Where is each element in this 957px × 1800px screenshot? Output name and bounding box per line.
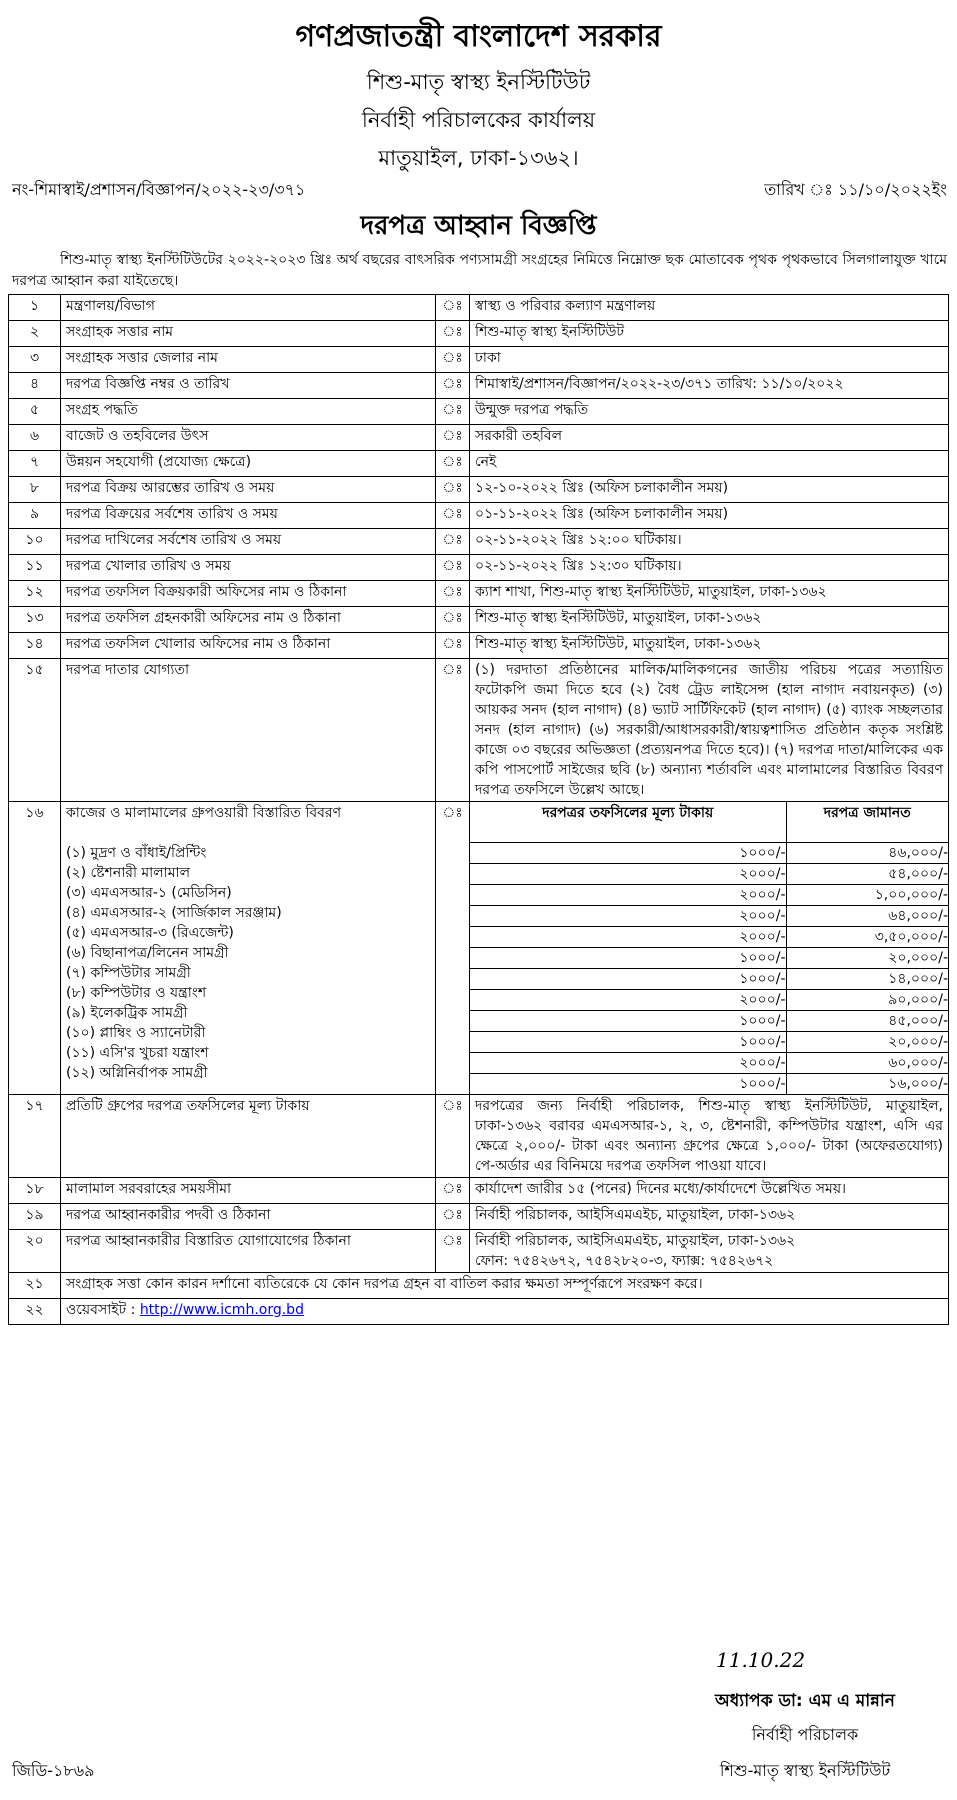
group-name: (৬) বিছানাপত্র/লিনেন সামগ্রী: [66, 945, 229, 961]
signatory-name: অধ্যাপক ডা: এম এ মান্নান: [715, 1691, 895, 1711]
signatory-title: নির্বাহী পরিচালক: [751, 1725, 859, 1744]
group-price: ২০০০/-: [470, 926, 786, 947]
group-deposit: ২০,০০০/-: [786, 1031, 948, 1052]
group-deposit: ৬৪,০০০/-: [786, 905, 948, 926]
row-value: ০২-১১-২০২২ খ্রিঃ ১২:০০ ঘটিকায়।: [470, 529, 949, 555]
table-row: [9, 659, 949, 802]
row-value: ঢাকা: [470, 347, 949, 373]
row-colon: ঃ: [436, 633, 470, 659]
row-value: স্বাস্থ্য ও পরিবার কল্যাণ মন্ত্রণালয়: [470, 295, 949, 321]
row-colon: ঃ: [436, 425, 470, 451]
group-name: (৮) কম্পিউটার ও যন্ত্রাংশ: [66, 985, 207, 1001]
group-name: (১) মুদ্রণ ও বাঁধাই/প্রিন্টিং: [66, 845, 207, 861]
table-row: [9, 321, 949, 347]
group-price: ২০০০/-: [470, 1052, 786, 1073]
institute-name: শিশু-মাতৃ স্বাস্থ্য ইনস্টিটিউট: [366, 70, 591, 94]
table-row: [9, 581, 949, 607]
group-name: (১১) এসি'র খুচরা যন্ত্রাংশ: [66, 1045, 209, 1061]
table-row: [9, 1177, 949, 1203]
institute-address: মাতুয়াইল, ঢাকা-১৩৬২।: [378, 146, 579, 170]
row-label: প্রতিটি গ্রুপের দরপত্র তফসিলের মূল্য টাকায়: [61, 1094, 436, 1177]
row-value: ০২-১১-২০২২ খ্রিঃ ১২:৩০ ঘটিকায়।: [470, 555, 949, 581]
table-row: [9, 633, 949, 659]
group-deposit: ১,০০,০০০/-: [786, 884, 948, 905]
row-serial: ২: [9, 321, 61, 347]
table-row: [9, 1229, 949, 1272]
row-label: দরপত্র দাখিলের সর্বশেষ তারিখ ও সময়: [61, 529, 436, 555]
row-colon: ঃ: [436, 321, 470, 347]
reference-line: [12, 177, 947, 204]
group-deposit: ৪৬,০০০/-: [786, 842, 948, 863]
row-serial: ১২: [9, 581, 61, 607]
row-label: মন্ত্রণালয়/বিভাগ: [61, 295, 436, 321]
row-value: (১) দরদাতা প্রতিষ্ঠানের মালিক/মালিকগনের জাতীয় পরিচয় পত্রের সত্যায়িত ফটোকপি জমা দিতে হবে (২) বৈধ ট্রেড লাইসেন্স (হাল নাগাদ নবায়নকৃত) (৩) আয়কর সনদ (হাল নাগাদ) (৪) ভ্যাট সার্টিফিকেট (হাল নাগাদ) (৫) ব্যাংক সচ্ছলতার সনদ (হাল নাগাদ) (৬) সরকারী/আধাসরকারী/স্বায়ত্বশাসিত প্রতিষ্ঠান কতৃক সংশ্লিষ্ট কাজে ০৩ বছরের অভিজ্ঞতা (প্রত্যয়নপত্র দিতে হবে)। (৭) দরপত্র দাতা/মালিকের এক কপি পাসপোর্ট সাইজের ছবি (৮) অন্যান্য শর্তাবলি এবং মালামালের বিস্তারিত বিবরণ দরপত্র তফসিলে উল্লেখ আছে।: [470, 659, 949, 802]
row-colon: ঃ: [436, 503, 470, 529]
row-colon: ঃ: [436, 802, 470, 1095]
row-serial: ৮: [9, 477, 61, 503]
row-label: দরপত্র বিক্রয় আরম্ভের তারিখ ও সময়: [61, 477, 436, 503]
signatory-institute: শিশু-মাতৃ স্বাস্থ্য ইনস্টিটিউট: [719, 1761, 891, 1780]
row-colon: ঃ: [436, 1229, 470, 1272]
row-label: সংগ্রাহক সত্তার নাম: [61, 321, 436, 347]
table-row: [9, 451, 949, 477]
groups-table-cell: [470, 802, 949, 1095]
row-serial: ২০: [9, 1229, 61, 1272]
website-cell: [61, 1298, 949, 1324]
gd-number: জিডি-১৮৬৯: [12, 1761, 95, 1780]
table-row: [9, 425, 949, 451]
group-deposit: ২০,০০০/-: [786, 947, 948, 968]
group-deposit: ৬০,০০০/-: [786, 1052, 948, 1073]
row-colon: ঃ: [436, 295, 470, 321]
row-serial: ১১: [9, 555, 61, 581]
row-serial: ১৭: [9, 1094, 61, 1177]
office-name: নির্বাহী পরিচালকের কার্যালয়: [361, 108, 596, 132]
row-label: দরপত্র বিজ্ঞপ্তি নম্বর ও তারিখ: [61, 373, 436, 399]
row-label: দরপত্র আহ্বানকারীর বিস্তারিত যোগাযোগের ঠিকানা: [61, 1229, 436, 1272]
row-value: ০১-১১-২০২২ খ্রিঃ (অফিস চলাকালীন সময়): [470, 503, 949, 529]
row-label: দরপত্র খোলার তারিখ ও সময়: [61, 555, 436, 581]
row-colon: ঃ: [436, 1203, 470, 1229]
row-value: নেই: [470, 451, 949, 477]
table-row: [9, 1298, 949, 1324]
row-value: উন্মুক্ত দরপত্র পদ্ধতি: [470, 399, 949, 425]
group-price: ২০০০/-: [470, 905, 786, 926]
contact-phone: ফোন: ৭৫৪২৬৭২, ৭৫৪২৮২০-৩, ফ্যাক্স: ৭৫৪২৬৭২: [475, 1252, 774, 1269]
group-deposit: ৪৫,০০০/-: [786, 1010, 948, 1031]
group-price: ২০০০/-: [470, 884, 786, 905]
group-price: ১০০০/-: [470, 968, 786, 989]
group-price: ১০০০/-: [470, 947, 786, 968]
table-row: [9, 529, 949, 555]
group-price: ১০০০/-: [470, 1031, 786, 1052]
row-serial: ৬: [9, 425, 61, 451]
group-price: ১০০০/-: [470, 1073, 786, 1094]
row-label: দরপত্র বিক্রয়ের সর্বশেষ তারিখ ও সময়: [61, 503, 436, 529]
table-row: [9, 295, 949, 321]
row-serial: ১৫: [9, 659, 61, 802]
row-serial: ১৬: [9, 802, 61, 1095]
table-row: [9, 503, 949, 529]
row-value: শিশু-মাতৃ স্বাস্থ্য ইনস্টিটিউট, মাতুয়াইল, ঢাকা-১৩৬২: [470, 633, 949, 659]
row-label: দরপত্র তফসিল বিক্রয়কারী অফিসের নাম ও ঠিকানা: [61, 581, 436, 607]
group-deposit: ৩,৫০,০০০/-: [786, 926, 948, 947]
row-serial: ৯: [9, 503, 61, 529]
group-name: (২) ষ্টেশনারী মালামাল: [66, 865, 190, 881]
row-label: দরপত্র দাতার যোগ্যতা: [61, 659, 436, 802]
row-label: উন্নয়ন সহযোগী (প্রযোজ্য ক্ষেত্রে): [61, 451, 436, 477]
group-price: ২০০০/-: [470, 863, 786, 884]
group-name: (৯) ইলেকট্রিক সামগ্রী: [66, 1005, 188, 1021]
signature-mark: 11.10.22: [716, 1648, 806, 1672]
group-deposit: ১৪,০০০/-: [786, 968, 948, 989]
table-row: [9, 1203, 949, 1229]
reference-number: নং-শিমাস্বাই/প্রশাসন/বিজ্ঞাপন/২০২২-২৩/৩৭১: [12, 180, 306, 199]
group-name: (৪) এমএসআর-২ (সার্জিকাল সরঞ্জাম): [66, 905, 282, 921]
row-value: শিমাস্বাই/প্রশাসন/বিজ্ঞাপন/২০২২-২৩/৩৭১ তারিখ: ১১/১০/২০২২: [470, 373, 949, 399]
group-name: (১০) প্লাম্বিং ও স্যানেটারী: [66, 1025, 206, 1041]
table-row: [9, 373, 949, 399]
row-label: মালামাল সরবরাহের সময়সীমা: [61, 1177, 436, 1203]
groups-label: কাজের ও মালামালের গ্রুপওয়ারী বিস্তারিত বিবরণ: [66, 805, 342, 821]
row-colon: ঃ: [436, 373, 470, 399]
row-value: শিশু-মাতৃ স্বাস্থ্য ইনস্টিটিউট, মাতুয়াইল, ঢাকা-১৩৬২: [470, 607, 949, 633]
row-colon: ঃ: [436, 659, 470, 802]
row-colon: ঃ: [436, 399, 470, 425]
row-serial: ১৯: [9, 1203, 61, 1229]
row-colon: ঃ: [436, 529, 470, 555]
row-serial: ৭: [9, 451, 61, 477]
government-heading: গণপ্রজাতন্ত্রী বাংলাদেশ সরকার: [295, 19, 662, 54]
group-name: (১২) অগ্নিনির্বাপক সামগ্রী: [66, 1065, 208, 1081]
row-colon: ঃ: [436, 1094, 470, 1177]
row-serial: ১০: [9, 529, 61, 555]
row-colon: ঃ: [436, 555, 470, 581]
row-serial: ১৮: [9, 1177, 61, 1203]
row-label: সংগ্রাহক সত্তার জেলার নাম: [61, 347, 436, 373]
col-deposit-header: দরপত্র জামানত: [786, 802, 948, 842]
group-deposit: ৯০,০০০/-: [786, 989, 948, 1010]
notice-date: তারিখ ঃ ১১/১০/২০২২ইং: [764, 180, 947, 199]
row-colon: ঃ: [436, 451, 470, 477]
row-value: কার্যাদেশ জারীর ১৫ (পনের) দিনের মধ্যে/কার্যাদেশে উল্লেখিত সময়।: [470, 1177, 949, 1203]
row-label: দরপত্র আহ্বানকারীর পদবী ও ঠিকানা: [61, 1203, 436, 1229]
group-name: (৫) এমএসআর-৩ (রিএজেন্ট): [66, 925, 234, 941]
group-name: (৩) এমএসআর-১ (মেডিসিন): [66, 885, 232, 901]
table-row: [9, 477, 949, 503]
row-value: ১২-১০-২০২২ খ্রিঃ (অফিস চলাকালীন সময়): [470, 477, 949, 503]
row-colon: ঃ: [436, 581, 470, 607]
row-serial: ১৪: [9, 633, 61, 659]
row-colon: ঃ: [436, 347, 470, 373]
group-deposit: ১৬,০০০/-: [888, 1075, 948, 1092]
group-deposit: ৫৪,০০০/-: [786, 863, 948, 884]
row-label: দরপত্র তফসিল গ্রহনকারী অফিসের নাম ও ঠিকানা: [61, 607, 436, 633]
row-serial: ১৩: [9, 607, 61, 633]
table-row: [9, 555, 949, 581]
row-colon: ঃ: [436, 477, 470, 503]
group-price: ২০০০/-: [470, 989, 786, 1010]
group-price: ১০০০/-: [470, 842, 786, 863]
group-name: (৭) কম্পিউটার সামগ্রী: [66, 965, 191, 981]
contact-address: নির্বাহী পরিচালক, আইসিএমএইচ, মাতুয়াইল, ঢাকা-১৩৬২: [475, 1232, 796, 1249]
intro-paragraph: শিশু-মাতৃ স্বাস্থ্য ইনস্টিটিউটের ২০২২-২০২৩ খ্রিঃ অর্থ বছরের বাৎসরিক পণ্যসামগ্রী সংগ্রহের নিমিত্তে নিম্নোক্ত ছক মোতাবেক পৃথক পৃথকভাবে সিলগালাযুক্ত খামে দরপত্র আহ্বান করা যাইতেছে।: [12, 252, 947, 289]
table-row: [9, 399, 949, 425]
table-row: [9, 347, 949, 373]
table-row: [9, 1094, 949, 1177]
row-serial: ২১: [9, 1272, 61, 1298]
row-value: সংগ্রাহক সত্তা কোন কারন দর্শানো ব্যতিরেকে যে কোন দরপত্র গ্রহন বা বাতিল করার ক্ষমতা সম্পূর্ণরূপে সংরক্ষণ করে।: [61, 1272, 949, 1298]
tender-table: [8, 294, 949, 1325]
row-colon: ঃ: [436, 1177, 470, 1203]
row-value: নির্বাহী পরিচালক, আইসিএমএইচ, মাতুয়াইল, ঢাকা-১৩৬২: [470, 1203, 949, 1229]
website-link[interactable]: http://www.icmh.org.bd: [139, 1301, 304, 1318]
row-value: দরপত্রের জন্য নির্বাহী পরিচালক, শিশু-মাতৃ স্বাস্থ্য ইনস্টিটিউট, মাতুয়াইল, ঢাকা-১৩৬২ বরাবর এমএসআর-১, ২, ৩, ষ্টেশনারী, কম্পিউটার যন্ত্রাংশ, এসি এর ক্ষেত্রে ২,০০০/- টাকা এবং অন্যান্য গ্রুপের ক্ষেত্রে ১,০০০/- টাকা (অফেরতযোগ্য) পে-অর্ডার এর বিনিময়ে দরপত্র তফসিল পাওয়া যাবে।: [470, 1094, 949, 1177]
group-price: ১০০০/-: [470, 1010, 786, 1031]
row-serial: ৫: [9, 399, 61, 425]
notice-title: দরপত্র আহ্বান বিজ্ঞপ্তি: [360, 211, 597, 241]
row-label: দরপত্র তফসিল খোলার অফিসের নাম ও ঠিকানা: [61, 633, 436, 659]
row-label: বাজেট ও তহবিলের উৎস: [61, 425, 436, 451]
website-label: ওয়েবসাইট :: [66, 1301, 136, 1318]
row-value: ক্যাশ শাখা, শিশু-মাতৃ স্বাস্থ্য ইনস্টিটিউট, মাতুয়াইল, ঢাকা-১৩৬২: [470, 581, 949, 607]
row-value: সরকারী তহবিল: [470, 425, 949, 451]
col-price-header: দরপত্রর তফসিলের মূল্য টাকায়: [470, 802, 786, 842]
row-serial: ২২: [9, 1298, 61, 1324]
table-row-groups: [9, 802, 949, 1095]
row-label: [61, 802, 436, 1095]
row-colon: ঃ: [436, 607, 470, 633]
row-serial: ৪: [9, 373, 61, 399]
row-serial: ১: [9, 295, 61, 321]
table-row: [9, 607, 949, 633]
table-row: [9, 1272, 949, 1298]
row-value: [470, 1229, 949, 1272]
row-serial: ৩: [9, 347, 61, 373]
row-value: শিশু-মাতৃ স্বাস্থ্য ইনস্টিটিউট: [470, 321, 949, 347]
groups-price-table: [470, 802, 948, 1094]
row-label: সংগ্রহ পদ্ধতি: [61, 399, 436, 425]
